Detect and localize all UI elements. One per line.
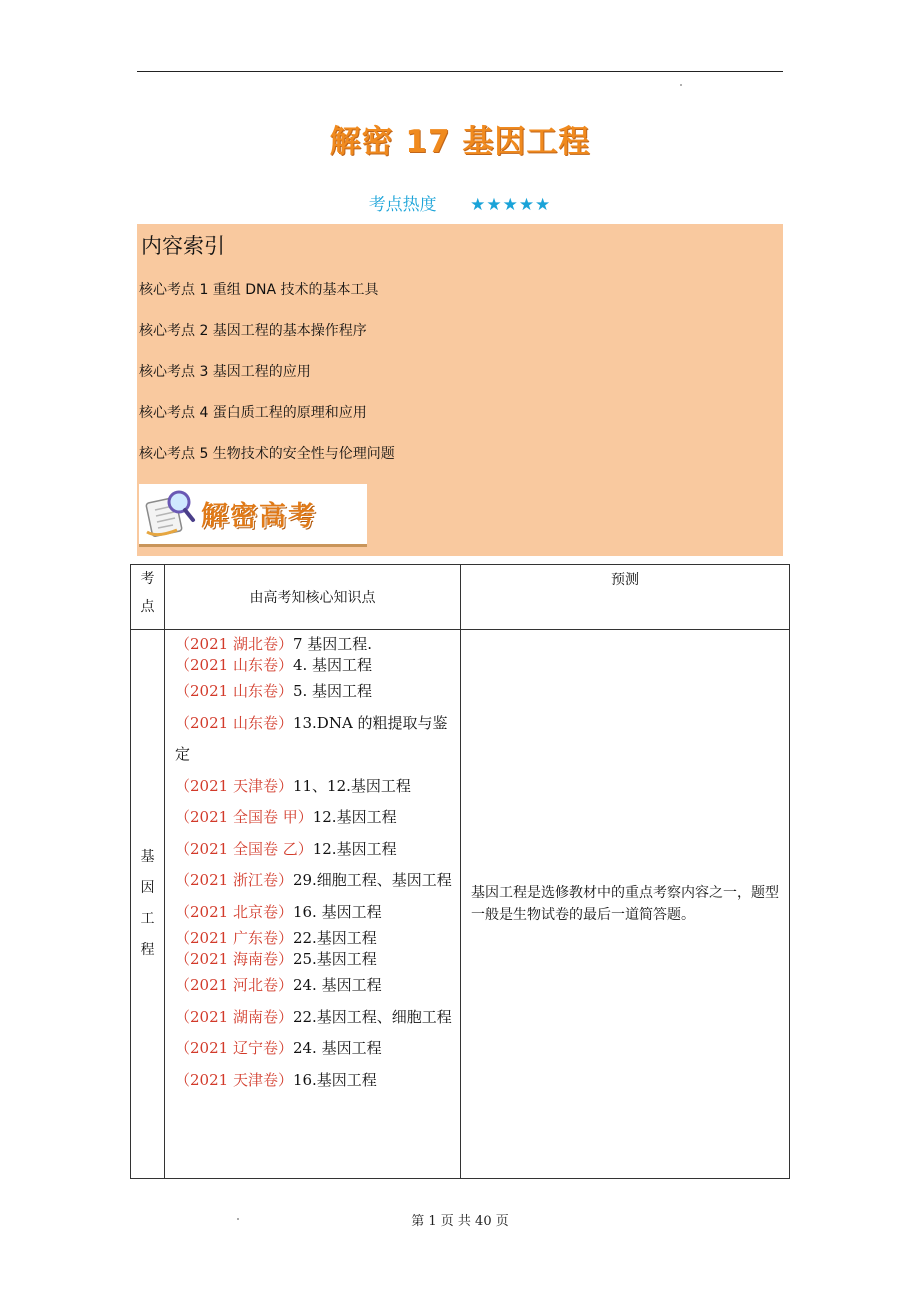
header-exam-point-line2: 点	[140, 599, 155, 615]
topic-char: 程	[140, 942, 155, 958]
index-item: 核心考点 3 基因工程的应用	[139, 364, 311, 380]
reference-item: （2021 全国卷 甲）12.基因工程	[175, 808, 397, 826]
heat-stars: ★★★★★	[470, 195, 552, 215]
index-heading: 内容索引	[141, 234, 225, 258]
table-row	[131, 630, 790, 1179]
topic-char: 工	[140, 911, 155, 927]
index-item: 核心考点 5 生物技术的安全性与伦理问题	[139, 446, 395, 462]
reference-item: （2021 天津卷）16.基因工程	[175, 1070, 377, 1089]
page-title: 解密 17 基因工程	[329, 124, 591, 160]
page-footer: 第 1 页 共 40 页	[411, 1214, 509, 1229]
prediction-cell: 基因工程是选修教材中的重点考察内容之一，题型一般是生物试卷的最后一道简答题。	[461, 630, 790, 1179]
reference-item: （2021 河北卷）24. 基因工程	[175, 976, 382, 994]
header-knowledge: 由高考知核心知识点	[165, 565, 461, 630]
header-dot	[680, 84, 682, 86]
index-item: 核心考点 4 蛋白质工程的原理和应用	[139, 405, 367, 421]
heat-rating	[0, 190, 920, 215]
exam-banner	[139, 484, 367, 547]
reference-item: （2021 湖北卷）7 基因工程.	[175, 635, 373, 653]
reference-item: （2021 山东卷）4. 基因工程	[175, 656, 373, 674]
reference-item: （2021 辽宁卷）24. 基因工程	[175, 1039, 382, 1057]
reference-item: （2021 山东卷）5. 基因工程	[175, 682, 373, 700]
header-prediction: 预测	[461, 565, 790, 630]
topic-char: 基	[140, 849, 155, 865]
index-list	[139, 280, 395, 485]
table-header-row	[131, 565, 790, 630]
topic-char: 因	[140, 880, 155, 896]
reference-item: （2021 山东卷）13.DNA 的粗提取与鉴定	[175, 713, 448, 763]
heat-label: 考点热度	[368, 195, 437, 215]
header-exam-point	[131, 565, 165, 630]
index-item: 核心考点 2 基因工程的基本操作程序	[139, 323, 367, 339]
exam-table	[130, 564, 790, 1179]
reference-item: （2021 全国卷 乙）12.基因工程	[175, 839, 397, 858]
banner-title: 解密高考	[201, 501, 317, 532]
references-cell	[165, 630, 461, 1179]
notepad-magnifier-icon	[143, 488, 197, 540]
reference-item: （2021 浙江卷）29.细胞工程、基因工程	[175, 871, 452, 889]
reference-item: （2021 北京卷）16. 基因工程	[175, 902, 382, 921]
header-exam-point-line1: 考	[140, 571, 155, 587]
reference-item: （2021 广东卷）22.基因工程	[175, 929, 377, 947]
reference-item: （2021 天津卷）11、12.基因工程	[175, 776, 411, 795]
header-rule	[137, 71, 783, 72]
reference-item: （2021 湖南卷）22.基因工程、细胞工程	[175, 1007, 452, 1026]
content-index	[137, 224, 783, 556]
index-item: 核心考点 1 重组 DNA 技术的基本工具	[139, 282, 379, 298]
reference-item: （2021 海南卷）25.基因工程	[175, 950, 377, 968]
topic-cell	[131, 630, 165, 1179]
